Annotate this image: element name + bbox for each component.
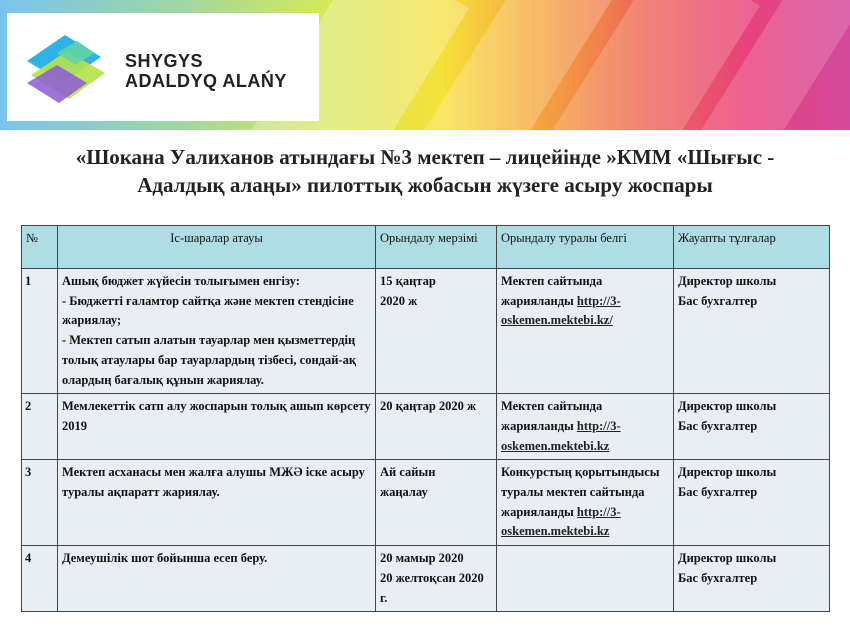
row-number: 2 [22, 394, 58, 460]
logo-text [125, 51, 287, 91]
row-activity [58, 546, 376, 612]
deadline-line: 20 қаңтар 2020 ж [380, 399, 477, 414]
logo-line-2: ADALDYQ ALAŃY [125, 71, 287, 91]
deadline-line: Ай сайын [380, 465, 436, 480]
responsible-line: Бас бухгалтер [678, 418, 758, 433]
deadline-line: 15 қаңтар [380, 274, 436, 288]
title-line-1: «Шокана Уалиханов атындағы №3 мектеп – лицейінде »КММ «Шығыс - [75, 145, 775, 169]
activity-line: Ашық бюджет жүйесін толығымен енгізу: [62, 274, 300, 288]
row-responsible [674, 269, 830, 394]
responsible-line: Директор школы [678, 551, 777, 566]
responsible-line: Бас бухгалтер [678, 485, 758, 500]
row-responsible [674, 460, 830, 546]
logo [7, 13, 319, 121]
activity-line: Демеушілік шот бойынша есеп беру. [62, 551, 268, 566]
page-title [20, 143, 830, 199]
row-note [497, 460, 674, 546]
title-line-2: Адалдық алаңы» пилоттық жобасын жүзеге асыру жоспары [137, 173, 713, 197]
row-activity [58, 394, 376, 460]
plan-table [21, 225, 830, 612]
deadline-line: 20 желтоқсан 2020 г. [380, 570, 484, 605]
table-row [22, 394, 830, 460]
note-text: Мектеп сайтында жарияланды [501, 399, 603, 433]
responsible-line: Бас бухгалтер [678, 293, 758, 308]
responsible-line: Директор школы [678, 465, 777, 480]
header-note: Орындалу туралы белгі [497, 226, 674, 269]
row-number: 3 [22, 460, 58, 546]
note-text: Конкурстың қорытындысы туралы мектеп сайтында жарияланды [501, 465, 660, 519]
activity-line: Мемлекеттік сатп алу жоспарын толық ашып көрсету 2019 [62, 399, 371, 433]
header-responsible: Жауапты тұлғалар [674, 226, 830, 269]
activity-line: - Бюджетті ғаламтор сайтқа және мектеп стендісіне жариялау; [62, 293, 354, 328]
deadline-line: жаңалау [380, 485, 428, 500]
header-deadline: Орындалу мерзімі [376, 226, 497, 269]
website-link[interactable]: http://3-oskemen.mektebi.kz/ [501, 293, 621, 328]
header-activity: Іс-шаралар атауы [58, 226, 376, 269]
responsible-line: Директор школы [678, 399, 777, 414]
logo-line-1: SHYGYS [125, 51, 204, 71]
row-note [497, 269, 674, 394]
responsible-line: Директор школы [678, 274, 777, 288]
header-number: № [22, 226, 58, 269]
header-banner [0, 0, 850, 130]
deadline-line: 20 мамыр 2020 [380, 551, 464, 566]
row-deadline [376, 269, 497, 394]
responsible-line: Бас бухгалтер [678, 570, 758, 585]
row-responsible [674, 546, 830, 612]
activity-line: Мектеп асханасы мен жалға алушы МЖӘ іске асыру туралы ақпаратт жариялау. [62, 465, 365, 500]
table-row [22, 546, 830, 612]
table-row [22, 269, 830, 394]
note-text: Мектеп сайтында жарияланды [501, 274, 603, 308]
logo-mark-icon [17, 23, 117, 113]
activity-line: - Мектеп сатып алатын тауарлар мен қызметтердің толық атаулары бар тауарлардың тізбесі, сондай-ақ олардың бағалық құнын жариялау. [62, 333, 357, 387]
row-activity [58, 269, 376, 394]
row-note [497, 546, 674, 612]
website-link[interactable]: http://3-oskemen.mektebi.kz [501, 418, 621, 453]
row-deadline [376, 546, 497, 612]
row-number: 4 [22, 546, 58, 612]
row-number: 1 [22, 269, 58, 394]
row-note [497, 394, 674, 460]
table-header-row [22, 226, 830, 269]
deadline-line: 2020 ж [380, 293, 418, 308]
row-deadline [376, 460, 497, 546]
row-activity [58, 460, 376, 546]
table-row [22, 460, 830, 546]
row-deadline [376, 394, 497, 460]
website-link[interactable]: http://3-oskemen.mektebi.kz [501, 504, 621, 539]
row-responsible [674, 394, 830, 460]
